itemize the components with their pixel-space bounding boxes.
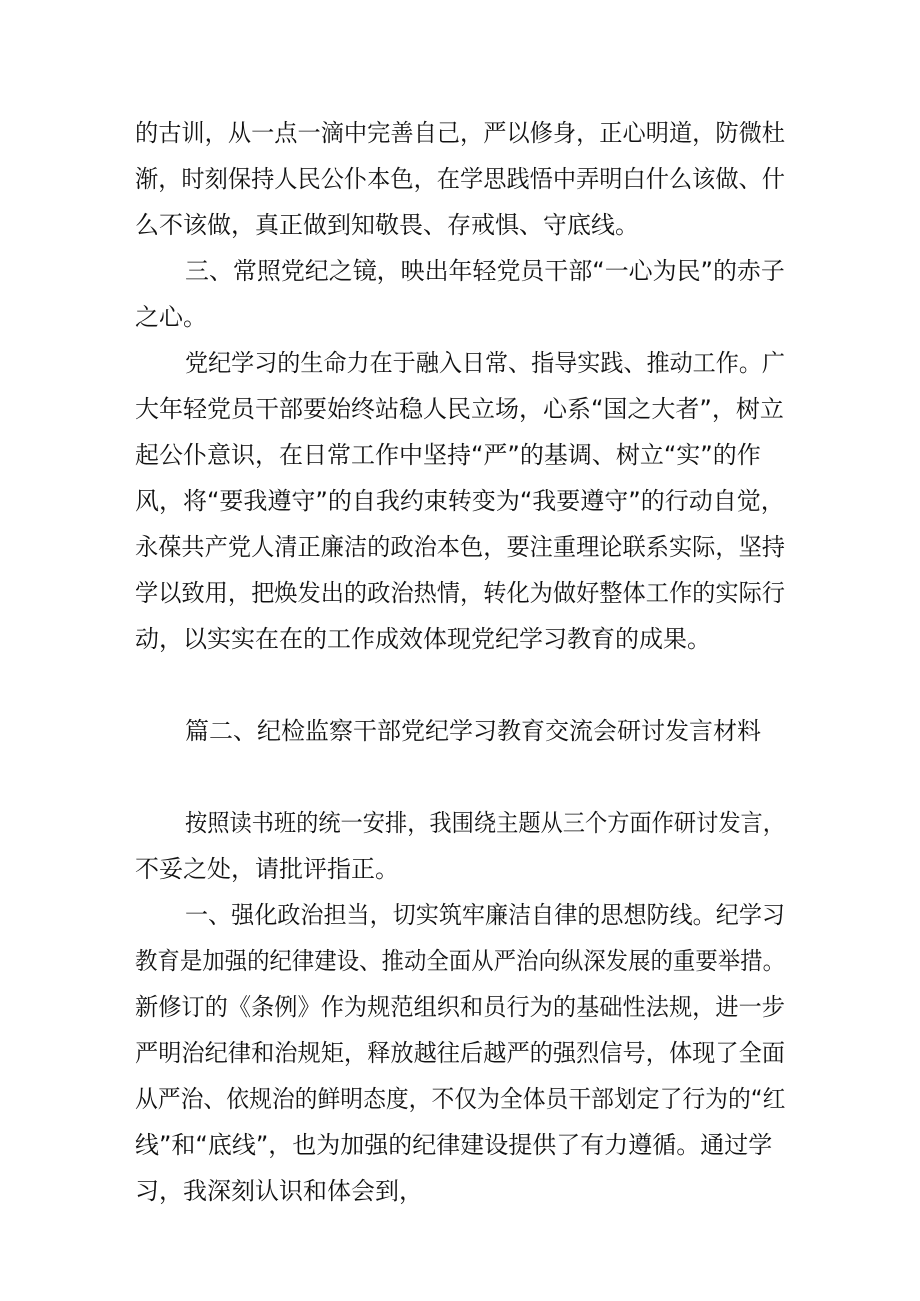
section-three-body-line: 永葆共产党人清正廉洁的政治本色，要注重理论联系实际，坚持 <box>135 533 786 561</box>
section-three-body-line: 风，将“要我遵守”的自我约束转变为“我要遵守”的行动自觉， <box>135 487 785 515</box>
section-three-heading: 三、常照党纪之镜，映出年轻党员干部“一心为民”的赤子 <box>185 257 785 285</box>
point-one-line: 从严治、依规治的鲜明态度，不仅为全体员干部划定了行为的“红 <box>135 1085 786 1113</box>
continuation-line: 么不该做，真正做到知敬畏、存戒惧、守底线。 <box>135 211 639 239</box>
section-three-body-line: 起公仆意识，在日常工作中坚持“严”的基调、树立“实”的作 <box>135 441 761 469</box>
intro-line: 按照读书班的统一安排，我围绕主题从三个方面作研讨发言， <box>185 809 785 837</box>
section-three-heading-cont: 之心。 <box>135 303 207 331</box>
section-three-body-line: 学以致用，把焕发出的政治热情，转化为做好整体工作的实际行 <box>135 579 786 607</box>
section-three-body-line: 党纪学习的生命力在于融入日常、指导实践、推动工作。广 <box>185 349 785 377</box>
section-three-body-line: 动，以实实在在的工作成效体现党纪学习教育的成果。 <box>135 625 711 653</box>
point-one-line: 习，我深刻认识和体会到， <box>135 1177 423 1205</box>
point-one-line: 一、强化政治担当，切实筑牢廉洁自律的思想防线。纪学习 <box>185 901 785 929</box>
point-one-line: 严明治纪律和治规矩，释放越往后越严的强烈信号，体现了全面 <box>135 1039 786 1067</box>
article-title: 篇二、纪检监察干部党纪学习教育交流会研讨发言材料 <box>185 717 761 745</box>
point-one-line: 教育是加强的纪律建设、推动全面从严治向纵深发展的重要举措。 <box>135 947 785 975</box>
intro-line: 不妥之处，请批评指正。 <box>135 855 399 883</box>
section-three-body-line: 大年轻党员干部要始终站稳人民立场，心系“国之大者”，树立 <box>135 395 784 423</box>
point-one-line: 新修订的《条例》作为规范组织和员行为的基础性法规，进一步 <box>135 993 786 1021</box>
continuation-line: 渐，时刻保持人民公仆本色，在学思践悟中弄明白什么该做、什 <box>135 165 786 193</box>
point-one-line: 线”和“底线”，也为加强的纪律建设提供了有力遵循。通过学 <box>135 1131 773 1159</box>
continuation-line: 的古训，从一点一滴中完善自己，严以修身，正心明道，防微杜 <box>135 119 786 147</box>
